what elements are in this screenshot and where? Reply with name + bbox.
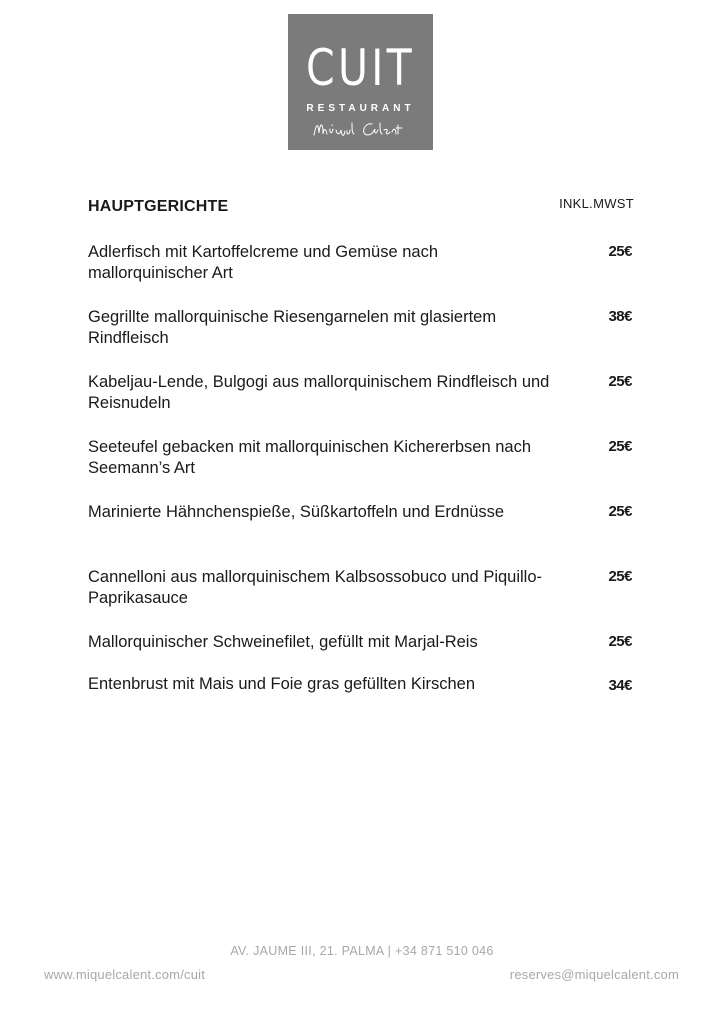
dish-name: Marinierte Hähnchenspieße, Süßkartoffeln und Erdnüsse bbox=[88, 503, 505, 521]
tax-note: INKL.MWST bbox=[559, 196, 634, 211]
dish-name: Cannelloni aus mallorquinischem Kalbsossobuco und Piquillo-Paprikasauce bbox=[88, 568, 543, 607]
section-title: HAUPTGERICHTE bbox=[88, 198, 229, 215]
dish-price: 25€ bbox=[608, 373, 632, 390]
dish-name: Gegrillte mallorquinische Riesengarnelen mit glasiertem Rindfleisch bbox=[88, 308, 497, 347]
logo-name: CUIT bbox=[306, 39, 415, 97]
restaurant-logo bbox=[288, 14, 433, 150]
dish-name: Kabeljau-Lende, Bulgogi aus mallorquinischem Rindfleisch und Reisnudeln bbox=[88, 373, 550, 412]
dish-name: Entenbrust mit Mais und Foie gras gefüllten Kirschen bbox=[88, 675, 476, 693]
dish-price: 25€ bbox=[608, 503, 632, 520]
logo-subtitle: RESTAURANT bbox=[306, 103, 415, 114]
dish-price: 34€ bbox=[608, 677, 632, 694]
dish-name: Mallorquinischer Schweinefilet, gefüllt mit Marjal-Reis bbox=[88, 633, 478, 651]
dish-price: 25€ bbox=[608, 243, 632, 260]
website-link[interactable]: www.miquelcalent.com/cuit bbox=[44, 967, 206, 982]
email-link[interactable]: reserves@miquelcalent.com bbox=[509, 967, 679, 982]
dish-price: 25€ bbox=[608, 633, 632, 650]
dish-price: 38€ bbox=[608, 308, 632, 325]
dish-name: Adlerfisch mit Kartoffelcreme und Gemüse nach mallorquinischer Art bbox=[88, 243, 439, 282]
dish-name: Seeteufel gebacken mit mallorquinischen Kichererbsen nach Seemann’s Art bbox=[88, 438, 532, 477]
dish-price: 25€ bbox=[608, 438, 632, 455]
dish-price: 25€ bbox=[608, 568, 632, 585]
signature-icon bbox=[310, 115, 410, 141]
footer-address: AV. JAUME III, 21. PALMA | +34 871 510 046 bbox=[230, 944, 494, 958]
